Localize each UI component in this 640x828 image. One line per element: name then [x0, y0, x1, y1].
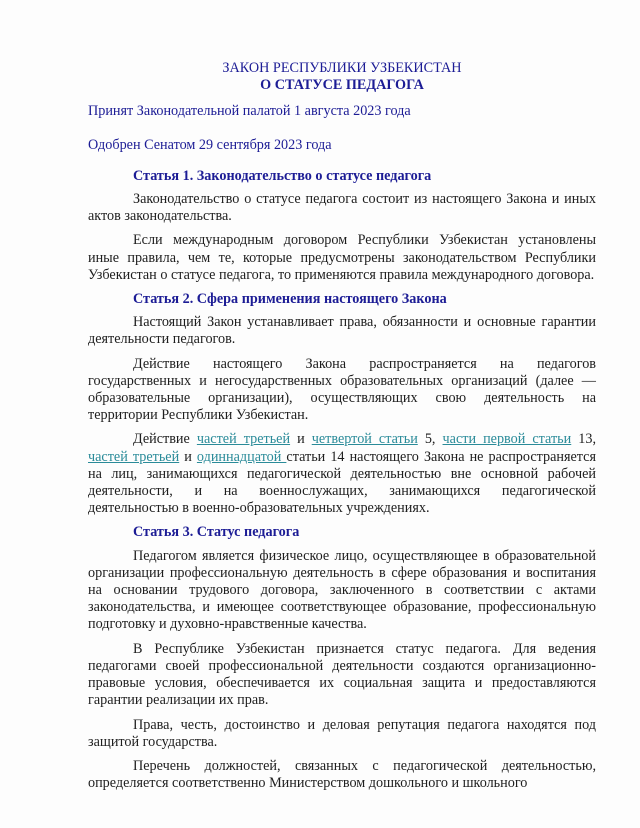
- document-page: [88, 60, 596, 792]
- text: и: [179, 448, 197, 465]
- article-heading: Статья 2. Сфера применения настоящего Закона: [133, 291, 447, 308]
- article-heading: Статья 1. Законодательство о статусе педагога: [133, 167, 432, 184]
- paragraph-with-links: [88, 431, 596, 517]
- paragraph: Перечень должностей, связанных с педагогической деятельностью, определяется соответственно Министерством дошкольного и школьного: [88, 757, 596, 792]
- paragraph: Если международным договором Республики Узбекистан установлены иные правила, чем те, которые предусмотрены законодательством Республики Узбекистан о статусе педагога, то применяются правила международного договора.: [88, 232, 596, 283]
- article-1: [88, 168, 596, 284]
- article-3: [88, 524, 596, 792]
- law-subtitle: О СТАТУСЕ ПЕДАГОГА: [260, 77, 424, 94]
- text: 13,: [571, 431, 597, 448]
- law-title: ЗАКОН РЕСПУБЛИКИ УЗБЕКИСТАН: [222, 60, 462, 76]
- paragraph: Законодательство о статусе педагога состоит из настоящего Закона и иных актов законодательства.: [88, 191, 596, 225]
- paragraph: Настоящий Закон устанавливает права, обязанности и основные гарантии деятельности педагогов.: [88, 314, 596, 348]
- article-2: [88, 291, 596, 517]
- text: Действие: [133, 431, 197, 448]
- link-article-5-part-4[interactable]: четвертой статьи: [311, 431, 418, 448]
- link-article-14-part-3[interactable]: частей третьей: [88, 448, 180, 465]
- paragraph: Педагогом является физическое лицо, осуществляющее в образовательной организации профессиональную деятельность в сфере образования и воспитания на основании трудового договора, заключенного в соответствии с актами законодательства, и имеющее соответствующее образование, профессиональную подготовку и духовно-нравственные качества.: [88, 547, 596, 633]
- adopted-date: Принят Законодательной палатой 1 августа 2023 года: [88, 103, 411, 120]
- link-article-13-part-1[interactable]: части первой статьи: [442, 431, 572, 448]
- text: статьи 14 настоящего Закона не распространяется на лиц, занимающихся педагогической деятельностью вне основной рабочей деятельности, и на военнослужащих, занимающихся педагогической деятельностью в военно-образовательных учреждениях.: [88, 448, 597, 517]
- paragraph: Права, честь, достоинство и деловая репутация педагога находятся под защитой государства.: [88, 716, 596, 750]
- text: 5,: [417, 431, 443, 448]
- paragraph: В Республике Узбекистан признается статус педагога. Для ведения педагогами своей профессиональной деятельности создаются организационно-правовые условия, обеспечивается их социальная защита и предоставляются гарантии реализации их прав.: [88, 640, 596, 709]
- link-article-5-part-3[interactable]: частей третьей: [196, 431, 291, 448]
- link-article-14-part-11[interactable]: одиннадцатой: [196, 448, 287, 465]
- text: и: [290, 431, 312, 448]
- approved-date: Одобрен Сенатом 29 сентября 2023 года: [88, 136, 332, 153]
- article-heading: Статья 3. Статус педагога: [133, 524, 300, 541]
- paragraph: Действие настоящего Закона распространяется на педагогов государственных и негосударственных образовательных организаций (далее — образовательные организации), осуществляющих свою деятельность на территории Республики Узбекистан.: [88, 355, 596, 424]
